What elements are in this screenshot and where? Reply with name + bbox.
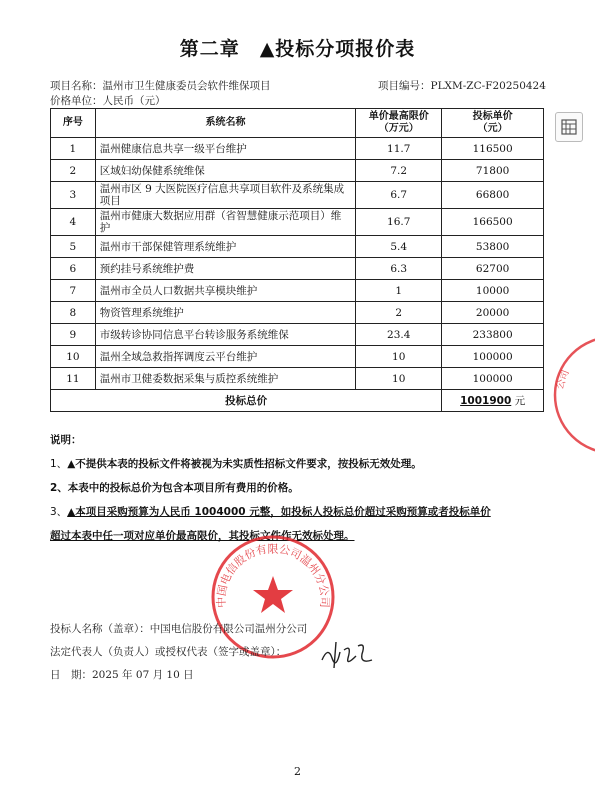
- row-max-price: 1: [356, 280, 442, 302]
- note-1-prefix: 1、: [50, 458, 68, 470]
- row-no: 5: [51, 236, 96, 258]
- row-bid-price: 100000: [442, 346, 544, 368]
- project-name: 项目名称：温州市卫生健康委员会软件维保项目: [50, 80, 271, 92]
- row-max-price: 6.3: [356, 258, 442, 280]
- total-label: 投标总价: [51, 390, 442, 412]
- row-bid-price: 20000: [442, 302, 544, 324]
- header-max-price: [356, 109, 442, 138]
- row-no: 8: [51, 302, 96, 324]
- row-no: 7: [51, 280, 96, 302]
- note-2: 2、本表中的投标总价为包含本项目所有费用的价格。: [50, 482, 299, 494]
- note-3-line2: 超过本表中任一项对应单价最高限价，其投标文件作无效标处理。: [50, 530, 355, 542]
- note-1: [50, 456, 422, 471]
- project-number: 项目编号：PLXM-ZC-F20250424: [378, 80, 546, 92]
- header-bid-price-line1: 投标单价: [472, 111, 513, 122]
- table-row: [51, 138, 544, 160]
- row-no: 11: [51, 368, 96, 390]
- row-system-name: 温州市区 9 大医院医疗信息共享项目软件及系统集成项目: [95, 182, 355, 209]
- row-system-name: 温州市干部保健管理系统维护: [95, 236, 355, 258]
- row-system-name: 预约挂号系统维护费: [95, 258, 355, 280]
- table-row: [51, 346, 544, 368]
- table-row: [51, 302, 544, 324]
- row-bid-price: 233800: [442, 324, 544, 346]
- total-row: [51, 390, 544, 412]
- row-bid-price: 100000: [442, 368, 544, 390]
- row-no: 4: [51, 209, 96, 236]
- row-max-price: 10: [356, 346, 442, 368]
- total-value-cell: [442, 390, 544, 412]
- row-max-price: 10: [356, 368, 442, 390]
- currency-unit: 价格单位：人民币（元）: [50, 95, 166, 107]
- edge-seal-text: 公司: [554, 368, 572, 392]
- row-no: 6: [51, 258, 96, 280]
- row-bid-price: 166500: [442, 209, 544, 236]
- row-max-price: 6.7: [356, 182, 442, 209]
- row-no: 3: [51, 182, 96, 209]
- row-max-price: 5.4: [356, 236, 442, 258]
- header-max-price-line2: （万元）: [378, 123, 419, 134]
- row-system-name: 温州全域急救指挥调度云平台维护: [95, 346, 355, 368]
- table-row: [51, 324, 544, 346]
- table-header-row: [51, 109, 544, 138]
- table-row: [51, 258, 544, 280]
- table-row: [51, 160, 544, 182]
- seal-text: 中国电信股份有限公司温州分公司: [214, 542, 332, 608]
- qr-code-icon[interactable]: [555, 112, 583, 142]
- header-system-name: 系统名称: [95, 109, 355, 138]
- header-max-price-line1: 单价最高限价: [368, 111, 429, 122]
- row-no: 10: [51, 346, 96, 368]
- row-bid-price: 10000: [442, 280, 544, 302]
- table-row: [51, 209, 544, 236]
- page-title: 第二章 ▲投标分项报价表: [179, 38, 416, 60]
- table-row: [51, 368, 544, 390]
- page-number: 2: [294, 765, 301, 778]
- row-bid-price: 53800: [442, 236, 544, 258]
- seal-star-icon: [253, 576, 293, 613]
- total-unit: 元: [514, 394, 526, 407]
- row-no: 1: [51, 138, 96, 160]
- price-table: [50, 108, 544, 412]
- table-row: [51, 280, 544, 302]
- row-bid-price: 62700: [442, 258, 544, 280]
- row-system-name: 温州市卫健委数据采集与质控系统维护: [95, 368, 355, 390]
- row-system-name: 物资管理系统维护: [95, 302, 355, 324]
- legal-representative: 法定代表人（负责人）或授权代表（签字或盖章）：: [50, 646, 287, 658]
- row-max-price: 16.7: [356, 209, 442, 236]
- row-max-price: 7.2: [356, 160, 442, 182]
- row-bid-price: 66800: [442, 182, 544, 209]
- note-1-text: ▲不提供本表的投标文件将被视为未实质性招标文件要求，按投标无效处理。: [67, 458, 422, 470]
- table-row: [51, 236, 544, 258]
- row-system-name: 市级转诊协同信息平台转诊服务系统维保: [95, 324, 355, 346]
- row-system-name: 温州市健康大数据应用群（省智慧健康示范项目）维护: [95, 209, 355, 236]
- row-system-name: 区域妇幼保健系统维保: [95, 160, 355, 182]
- table-row: [51, 182, 544, 209]
- row-max-price: 23.4: [356, 324, 442, 346]
- row-no: 2: [51, 160, 96, 182]
- note-3: [50, 504, 491, 519]
- row-max-price: 11.7: [356, 138, 442, 160]
- header-no: 序号: [51, 109, 96, 138]
- edge-seal: [548, 330, 595, 460]
- date-line: 日 期：2025 年 07 月 10 日: [50, 669, 194, 681]
- notes-heading: 说明：: [50, 434, 82, 446]
- bidder-name: 投标人名称（盖章）：中国电信股份有限公司温州分公司: [50, 623, 308, 635]
- signature: [318, 638, 378, 672]
- header-bid-price: [442, 109, 544, 138]
- row-system-name: 温州市全员人口数据共享模块维护: [95, 280, 355, 302]
- total-value: 1001900: [460, 394, 512, 407]
- note-3-prefix: 3、: [50, 506, 68, 518]
- row-max-price: 2: [356, 302, 442, 324]
- header-bid-price-line2: （元）: [477, 123, 508, 134]
- row-no: 9: [51, 324, 96, 346]
- note-3-line1: ▲本项目采购预算为人民币 1004000 元整，如投标人投标总价超过采购预算或者投标单价: [67, 506, 491, 518]
- row-system-name: 温州健康信息共享一级平台维护: [95, 138, 355, 160]
- row-bid-price: 71800: [442, 160, 544, 182]
- row-bid-price: 116500: [442, 138, 544, 160]
